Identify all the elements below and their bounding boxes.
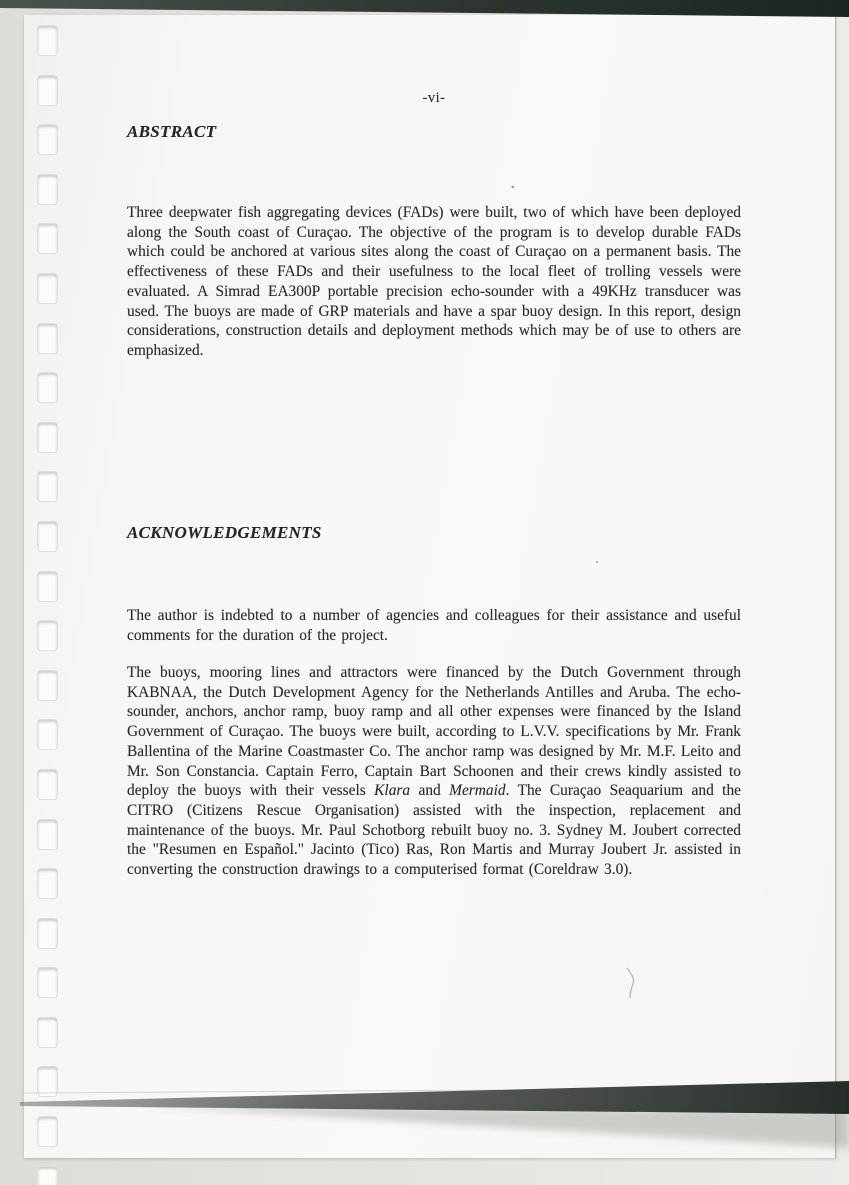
ack-paragraph-2-text: . The Curaçao Seaquarium and the CITRO (Citizens Rescue Organisation) assisted with the inspection, replacement and maintenance of the buoys. Mr. Paul Schotborg rebuilt buoy no. 3. Sydney M. Joubert corrected the "Resumen en Español." Jacinto (Tico) Ras, Ron Martis and Murray Joubert Jr. assisted in converting the construction drawings to a computerised format (Coreldraw 3.0). [127, 782, 741, 879]
abstract-paragraph: Three deepwater fish aggregating devices (FADs) were built, two of which have been deployed along the South coast of Curaçao. The objective of the program is to develop durable FADs which could be anchored at various sites along the coast of Curaçao on a permanent basis. The effectiveness of these FADs and their usefulness to the local fleet of trolling vessels were evaluated. A Simrad EA300P portable precision echo-sounder with a 49KHz transducer was used. The buoys are made of GRP materials and have a spar buoy design. In this report, design considerations, construction details and deployment methods which may be of use to others are emphasized. [127, 204, 741, 359]
binding-hole [37, 868, 58, 899]
binding-hole [37, 769, 58, 800]
binding-hole [37, 323, 58, 354]
vessel-name-mermaid: Mermaid [449, 782, 506, 800]
binding-hole [37, 471, 58, 502]
ack-paragraph-2-text: The buoys, mooring lines and attractors were financed by the Dutch Government through KABNAA, the Dutch Development Agency for the Netherlands Antilles and Aruba. The echo-sounder, anchors, anchor ramp, buoy ramp and all other expenses were financed by the Island Government of Curaçao. The buoys were built, according to L.V.V. specifications by Mr. Frank Ballentina of the Marine Coastmaster Co. The anchor ramp was designed by Mr. M.F. Leito and Mr. Son Constancia. Captain Ferro, Captain Bart Schoonen and their crews kindly assisted to deploy the buoys with their vessels [127, 664, 741, 800]
binding-hole [37, 25, 58, 56]
binding-hole [37, 124, 58, 155]
binding-hole [37, 620, 58, 651]
acknowledgements-heading: ACKNOWLEDGEMENTS [127, 523, 322, 542]
binding-hole [37, 422, 58, 453]
binding-hole [37, 670, 58, 701]
binding-hole [37, 719, 58, 750]
binding-hole [37, 174, 58, 205]
binding-hole [37, 571, 58, 602]
binding-hole [37, 372, 58, 403]
binding-hole [37, 273, 58, 304]
abstract-heading: ABSTRACT [127, 122, 217, 141]
binding-hole [37, 223, 58, 254]
binding-hole [37, 521, 58, 552]
binding-hole [37, 819, 58, 850]
binding-holes-column [37, 25, 56, 1185]
ack-paragraph-2-text: and [410, 782, 450, 800]
binding-hole [37, 1017, 58, 1048]
binding-hole [37, 1066, 58, 1097]
acknowledgements-paragraph-2 [127, 663, 741, 880]
acknowledgements-paragraph-1: The author is indebted to a number of agencies and colleagues for their assistance and useful comments for the duration of the project. [127, 607, 741, 644]
binding-hole [37, 918, 58, 949]
vessel-name-klara: Klara [374, 782, 411, 800]
binding-hole [37, 967, 58, 998]
binding-hole [37, 75, 58, 106]
binding-hole [37, 1166, 58, 1185]
binding-hole [37, 1116, 58, 1147]
page-number: -vi- [422, 90, 446, 106]
document-page [24, 15, 836, 1158]
